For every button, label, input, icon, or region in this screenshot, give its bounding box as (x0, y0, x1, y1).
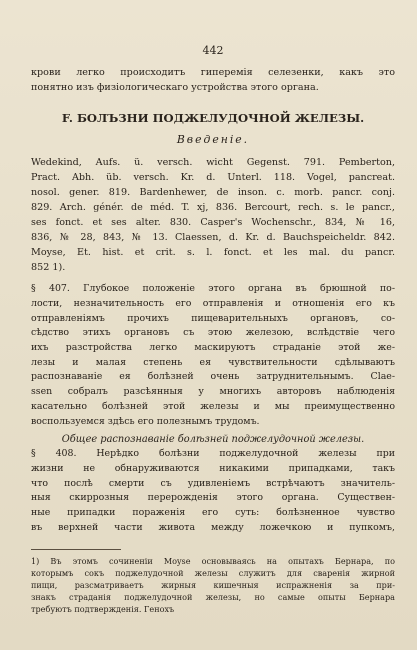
footnote (31, 555, 395, 615)
reference-line: 836, № 28, 843, № 13. Claessen, d. Kr. d. Bauchspeicheldr. 842. (31, 232, 395, 244)
text-line: отправленіямъ прочихъ пищеварительныхъ органовъ, со- (31, 312, 395, 324)
reference-line: Pract. Abh. üb. versch. Kr. d. Unterl. 118. Vogel, pancreat. (31, 172, 395, 184)
text-line: ssen собралъ разсѣянныя у многихъ авторовъ наблюденія (31, 386, 395, 398)
footnote-line: знакъ страданія поджелудочной железы, но самые опыты Бернара (31, 592, 395, 603)
text-line: распознаваніе ея болѣзней очень затруднительнымъ. Clae- (31, 371, 395, 383)
page-number: 442 (202, 44, 224, 57)
reference-line: 852 1). (31, 262, 66, 274)
continuation-text (31, 66, 395, 95)
paragraph-407 (31, 282, 395, 429)
section-heading: F. БОЛЪЗНИ ПОДЖЕЛУДОЧНОЙ ЖЕЛЕЗЫ. (61, 111, 365, 126)
reference-line: nosol. gener. 819. Bardenhewer, de inson. c. morb. pancr. conj. (31, 187, 395, 199)
text-line: ныя скиррозныя перерожденія этого органа. Существен- (31, 492, 395, 504)
text-line: лости, незначительность его отправленія и отношенія его къ (31, 297, 395, 309)
footnote-divider (31, 549, 121, 550)
text-line: ихъ разстройства легко маскируютъ страданіе этой же- (31, 342, 395, 353)
text-line: сѣдство этихъ органовъ съ этою железою, вслѣдствіе чего (31, 327, 395, 339)
text-line: крови легко происходитъ гиперемія селезенки, какъ это (31, 67, 395, 78)
footnote-line: которымъ сокъ поджелудочной железы служитъ для сваренія жирной (31, 568, 395, 579)
text-line: что послѣ смерти съ удивленіемъ встрѣчаютъ значитель- (31, 477, 395, 489)
text-line: въ верхней части живота между ложечкою и пупкомъ, (31, 521, 395, 533)
footnote-line: пищи, разсматриваетъ жирныя кишечныя испражненія за при- (31, 580, 395, 591)
reference-line: 829. Arch. génér. de méd. T. xj, 836. Bercourt, rech. s. le pancr., (31, 202, 395, 214)
text-line: жизни не обнаруживаются никакими припадками, такъ (31, 462, 395, 474)
footnote-line: 1) Въ этомъ сочиненіи Моyse основываясь на опытахъ Бернара, по (31, 556, 395, 567)
references-block (31, 155, 395, 275)
subtitle: Общее распознаваніе болѣзней поджелудочной железы. (61, 434, 365, 446)
text-line: § 407. Глубокое положеніе этого органа въ брюшной по- (31, 283, 395, 295)
reference-line: ses fonct. et ses alter. 830. Casper's Wochenschr., 834, № 16, (31, 217, 395, 229)
text-line: понятно изъ физіологическаго устройства этого органа. (31, 81, 319, 93)
text-line: лезы и малая степень ея чувствительности сдѣлываютъ (31, 356, 395, 368)
reference-line: Wedekind, Aufs. ü. versch. wicht Gegenst. 791. Pemberton, (31, 157, 395, 169)
text-line: воспользуемся здѣсь его полезнымъ трудомъ. (31, 415, 260, 427)
text-line: § 408. Нерѣдко болѣзни поджелудочной железы при (31, 448, 395, 460)
text-line: ные припадки пораженія его суть: болѣзненное чувство (31, 507, 395, 519)
footnote-line: требуютъ подтвержденія. Генохъ (31, 604, 175, 615)
text-line: касательно болѣзней этой железы и мы преимущественно (31, 400, 395, 412)
reference-line: Moyse, Et. hist. et crit. s. l. fonct. et les mal. du pancr. (31, 247, 395, 259)
paragraph-408 (31, 447, 395, 535)
subsection-heading: Введеніе. (176, 133, 250, 147)
